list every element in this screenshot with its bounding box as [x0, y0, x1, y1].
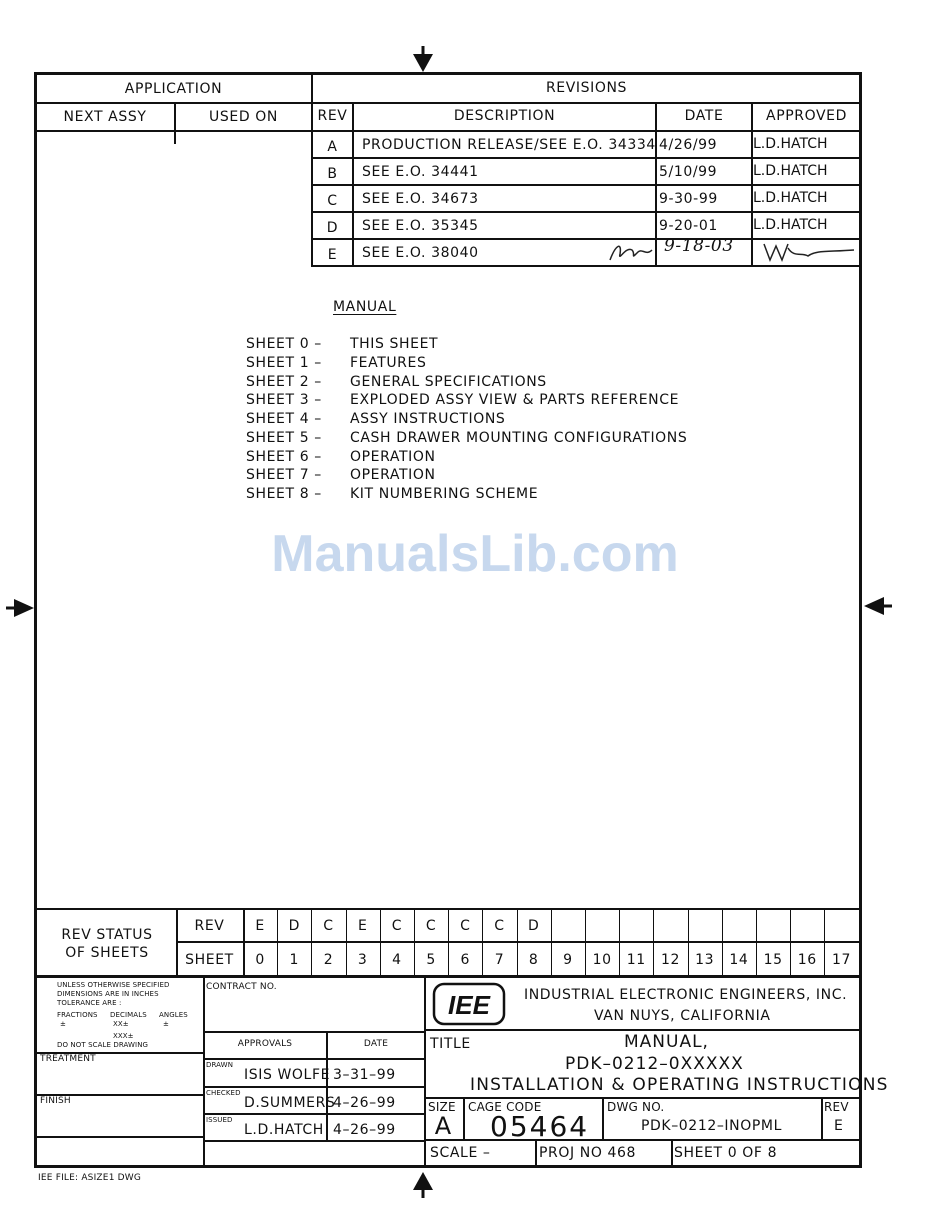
rev-status-cell: C [425, 918, 437, 934]
rev-row-label: REV [194, 918, 225, 934]
sheet-label: SHEET 7 – [246, 467, 322, 483]
revisions-header: REVISIONS [545, 80, 628, 96]
treatment-label: TREATMENT [40, 1054, 96, 1064]
proj-no-field: PROJ NO 468 [539, 1145, 637, 1161]
company-location: VAN NUYS, CALIFORNIA [594, 1008, 771, 1024]
sheet-number-cell: 15 [763, 952, 783, 968]
sheet-number-cell: 2 [323, 952, 334, 968]
sheet-number-cell: 9 [563, 952, 573, 968]
sheet-number-cell: 10 [592, 952, 612, 968]
checked-date: 4–26–99 [333, 1095, 396, 1111]
sheet-number-cell: 6 [460, 952, 471, 968]
sheet-label: SHEET 2 – [246, 374, 322, 390]
col-description: DESCRIPTION [453, 108, 556, 124]
approver-signature [758, 238, 858, 264]
dwg-no-value: PDK–0212–INOPML [641, 1118, 782, 1134]
sheet-number-cell: 0 [255, 952, 265, 968]
right-register-arrow [862, 594, 892, 618]
issued-name: L.D.HATCH [244, 1122, 324, 1138]
rev-status-cell: C [323, 918, 334, 934]
title-label: TITLE [430, 1036, 471, 1052]
title-line1: MANUAL, [624, 1032, 709, 1052]
sheet-label: SHEET 4 – [246, 411, 322, 427]
application-header: APPLICATION [124, 81, 223, 97]
approvals-date-header: DATE [363, 1039, 389, 1049]
finish-label: FINISH [40, 1096, 71, 1106]
size-value: A [434, 1112, 454, 1140]
approvals-header: APPROVALS [237, 1039, 293, 1049]
rev-status-cell: C [460, 918, 471, 934]
sheet-number-cell: 11 [626, 952, 646, 968]
drawn-name: ISIS WOLFE [244, 1067, 331, 1083]
sheet-number-cell: 16 [797, 952, 817, 968]
rev-status-cell: C [494, 918, 505, 934]
sheet-label: SHEET 3 – [246, 392, 322, 408]
sheet-number-cell: 7 [494, 952, 505, 968]
file-note: IEE FILE: ASIZE1 DWG [38, 1173, 142, 1183]
sheet-number-cell: 8 [528, 952, 539, 968]
rev-status-label: REV STATUS [61, 927, 153, 943]
handwritten-date: 9-18-03 [664, 236, 734, 256]
checked-name: D.SUMMERS [244, 1095, 336, 1111]
sheet-label: SHEET 8 – [246, 486, 322, 502]
watermark: ManualsLib.com [271, 525, 679, 583]
sheet-row-label: SHEET [185, 952, 234, 968]
next-assy-label: NEXT ASSY [63, 109, 147, 125]
sheet-text: ASSY INSTRUCTIONS [350, 411, 506, 427]
left-register-arrow [6, 596, 36, 620]
sheet-label: SHEET 0 – [246, 336, 322, 352]
contract-label: CONTRACT NO. [206, 982, 277, 992]
scale-field: SCALE – [430, 1145, 491, 1161]
sheet-number-cell: 14 [729, 952, 749, 968]
cage-code-label: CAGE CODE [468, 1100, 542, 1114]
sheet-number-cell: 1 [289, 952, 300, 968]
size-label: SIZE [428, 1100, 456, 1114]
rev-value: E [834, 1118, 844, 1134]
dwg-no-label: DWG NO. [607, 1100, 665, 1114]
col-approved: APPROVED [766, 108, 847, 124]
sheet-text: FEATURES [350, 355, 427, 371]
issued-date: 4–26–99 [333, 1122, 396, 1138]
rev-status-cell: D [288, 918, 300, 934]
sheet-text: GENERAL SPECIFICATIONS [350, 374, 547, 390]
sheet-text: KIT NUMBERING SCHEME [350, 486, 539, 502]
rev-status-cell: E [255, 918, 265, 934]
sheet-text: THIS SHEET [350, 336, 439, 352]
company-name: INDUSTRIAL ELECTRONIC ENGINEERS, INC. [524, 987, 848, 1003]
rev-label: REV [824, 1100, 849, 1114]
sheet-number-cell: 5 [426, 952, 436, 968]
sheet-number-cell: 13 [695, 952, 715, 968]
sheet-number-cell: 3 [357, 952, 368, 968]
sheet-label: SHEET 6 – [246, 449, 322, 465]
rev-status-cell: C [391, 918, 403, 934]
rev-status-cell: D [527, 918, 540, 934]
sheet-text: CASH DRAWER MOUNTING CONFIGURATIONS [350, 430, 688, 446]
iee-logo [432, 982, 506, 1026]
used-on-label: USED ON [209, 109, 278, 125]
col-date: DATE [684, 108, 724, 124]
sheet-number-cell: 12 [660, 952, 680, 968]
of-sheets-label: OF SHEETS [65, 945, 149, 961]
sheet-label: SHEET 5 – [246, 430, 322, 446]
initials-signature [606, 240, 656, 264]
manual-heading: MANUAL [333, 299, 397, 315]
bottom-register-arrow [410, 1170, 436, 1198]
col-rev: REV [317, 108, 348, 124]
sheet-text: EXPLODED ASSY VIEW & PARTS REFERENCE [350, 392, 680, 408]
sheet-of-field: SHEET 0 OF 8 [674, 1145, 778, 1161]
sheet-text: OPERATION [350, 467, 436, 483]
rev-status-cell: E [357, 918, 368, 934]
grid-divider [859, 908, 860, 975]
sheet-number-cell: 4 [392, 952, 402, 968]
title-line2: PDK–0212–0XXXXX [565, 1054, 744, 1074]
top-register-arrow [410, 46, 436, 74]
title-line3: INSTALLATION & OPERATING INSTRUCTIONS [470, 1075, 889, 1095]
sheet-number-cell: 17 [831, 952, 851, 968]
sheet-label: SHEET 1 – [246, 355, 322, 371]
drawn-date: 3–31–99 [333, 1067, 396, 1083]
sheet-text: OPERATION [350, 449, 436, 465]
cage-code-value: 05464 [490, 1110, 590, 1143]
svg-text:IEE: IEE [448, 990, 490, 1020]
